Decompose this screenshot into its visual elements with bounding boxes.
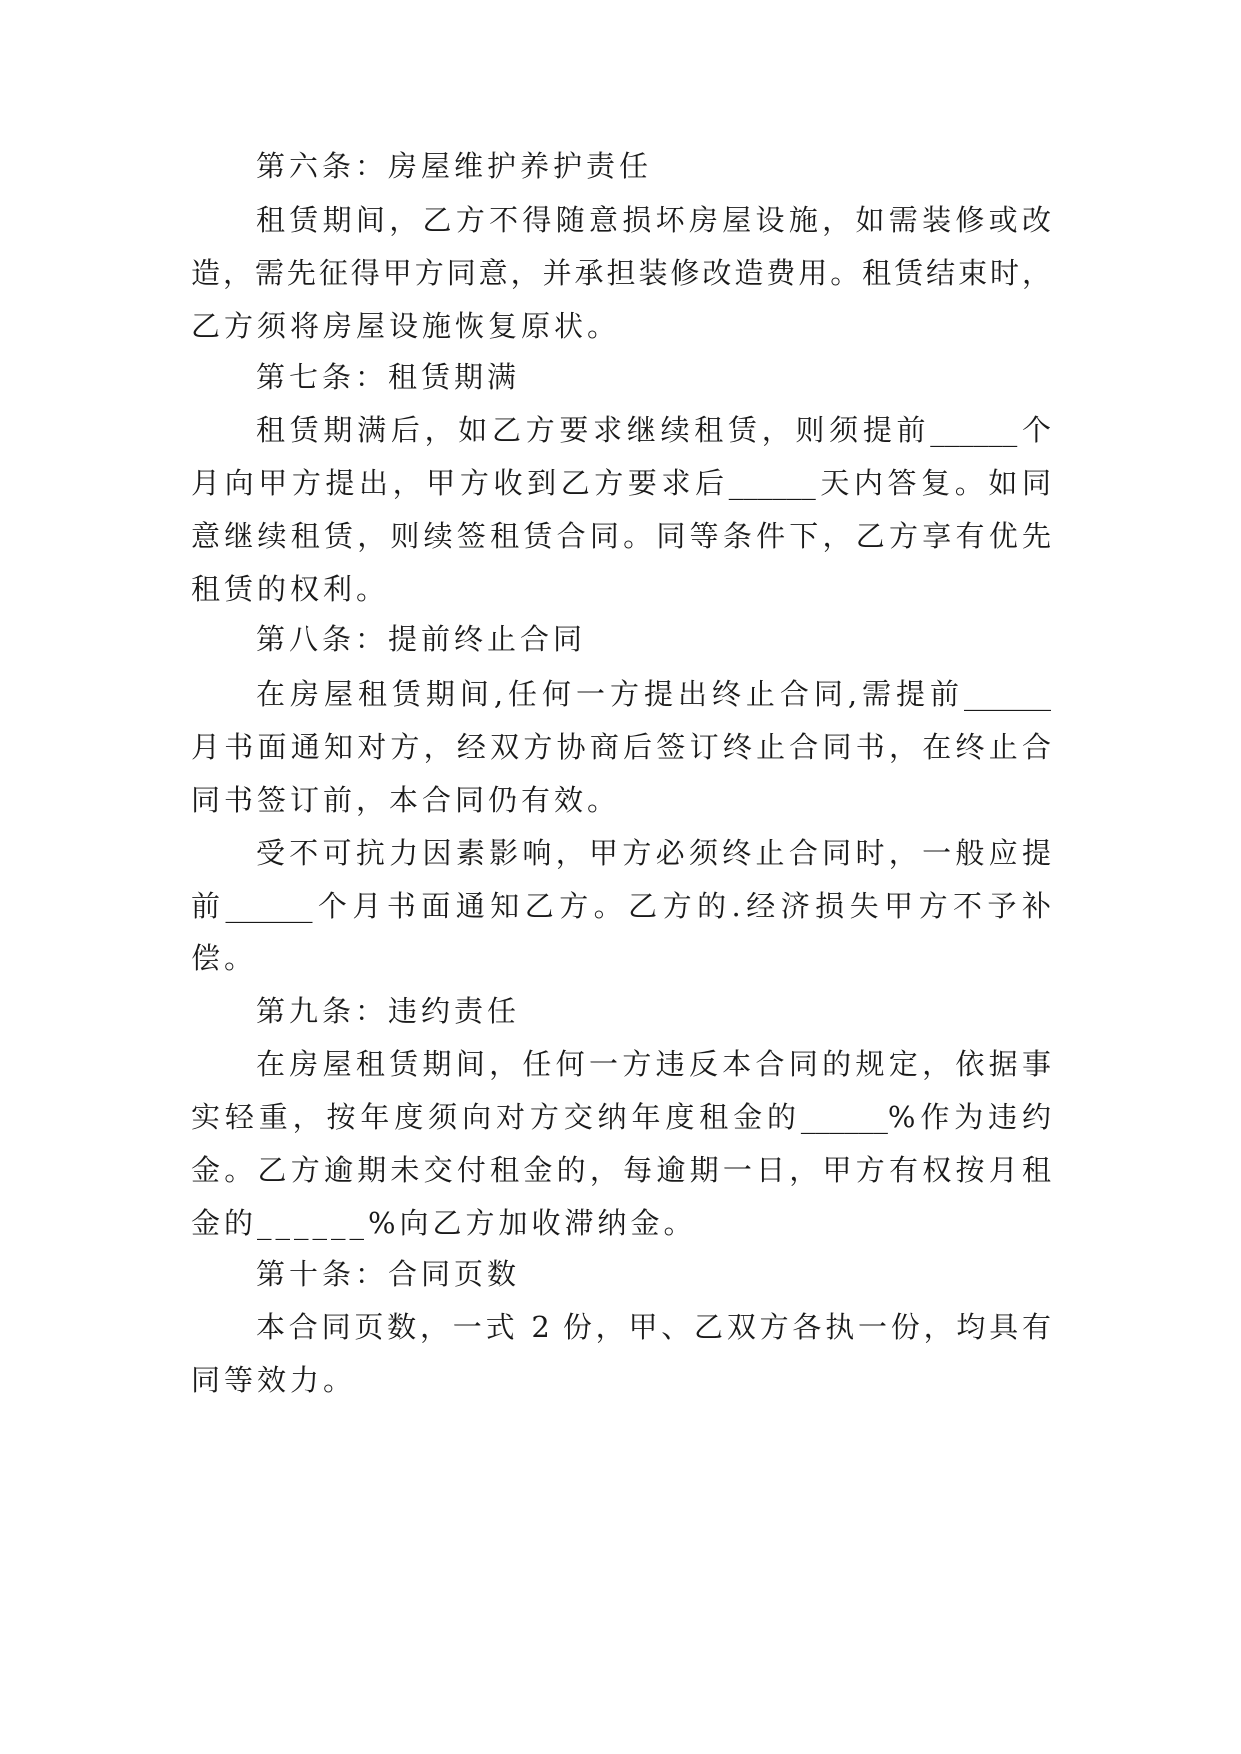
paragraph-line: 造，需先征得甲方同意，并承担装修改造费用。租赁结束时， <box>191 256 1051 290</box>
paragraph-line: 乙方须将房屋设施恢复原状。 <box>191 309 621 343</box>
paragraph-line: 同等效力。 <box>191 1363 357 1397</box>
paragraph-line: 实轻重，按年度须向对方交纳年度租金的______%作为违约 <box>191 1100 1051 1134</box>
paragraph-line: 租赁的权利。 <box>191 572 390 606</box>
article-6-heading: 第六条：房屋维护养护责任 <box>256 149 653 183</box>
paragraph-line: 意继续租赁，则续签租赁合同。同等条件下，乙方享有优先 <box>191 519 1051 553</box>
paragraph-line: 受不可抗力因素影响，甲方必须终止合同时，一般应提 <box>256 836 1051 870</box>
article-9-heading: 第九条：违约责任 <box>256 994 521 1028</box>
paragraph-line: 月向甲方提出，甲方收到乙方要求后______天内答复。如同 <box>191 466 1051 500</box>
paragraph-line: 月书面通知对方，经双方协商后签订终止合同书，在终止合 <box>191 730 1051 764</box>
paragraph-line: 在房屋租赁期间，任何一方违反本合同的规定，依据事 <box>256 1047 1051 1081</box>
article-8-heading: 第八条：提前终止合同 <box>256 622 587 656</box>
paragraph-line: 租赁期满后，如乙方要求继续租赁，则须提前______个 <box>256 413 1051 447</box>
article-7-heading: 第七条：租赁期满 <box>256 360 521 394</box>
paragraph-line: 本合同页数，一式 2 份，甲、乙双方各执一份，均具有 <box>256 1310 1051 1344</box>
paragraph-line: 同书签订前，本合同仍有效。 <box>191 783 621 817</box>
paragraph-line: 金的______%向乙方加收滞纳金。 <box>191 1206 697 1240</box>
paragraph-line: 偿。 <box>191 941 258 975</box>
paragraph-line: 在房屋租赁期间,任何一方提出终止合同,需提前______ <box>256 677 1051 711</box>
article-10-heading: 第十条：合同页数 <box>256 1257 521 1291</box>
paragraph-line: 金。乙方逾期未交付租金的，每逾期一日，甲方有权按月租 <box>191 1153 1051 1187</box>
paragraph-line: 前______个月书面通知乙方。乙方的.经济损失甲方不予补 <box>191 889 1051 923</box>
paragraph-line: 租赁期间，乙方不得随意损坏房屋设施，如需装修或改 <box>256 203 1051 237</box>
